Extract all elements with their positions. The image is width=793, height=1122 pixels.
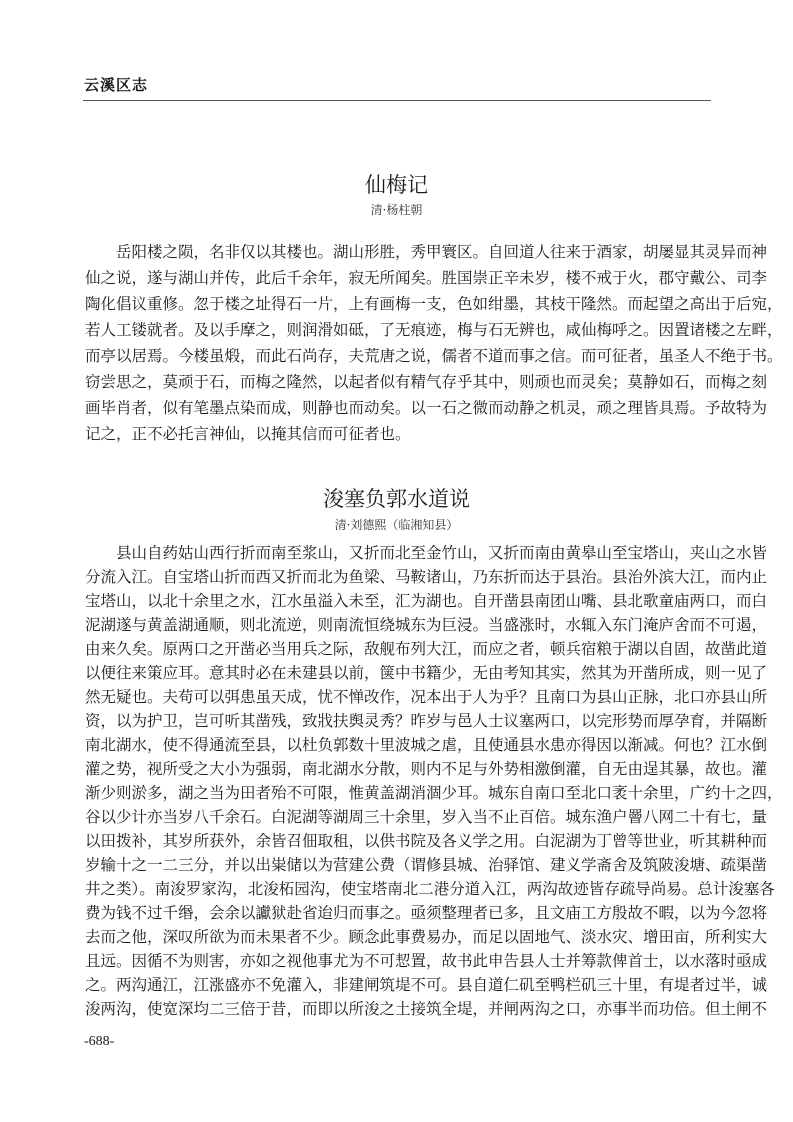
text-line: 泥湖遂与黄盖湖通顺，则北流逆，则南流恒绕城东为巨浸。当盛涨时，水辄入东门淹庐舍而不可遏，	[85, 616, 768, 634]
running-header: 云溪区志	[84, 76, 149, 94]
text-line: 画毕肖者，似有笔墨点染而成，则静也而动矣。以一石之微而动静之机灵，顽之理皆具焉。予故特为	[85, 399, 768, 417]
article-author: 清·刘德熙（临湘知县）	[334, 518, 459, 532]
text-line: 岳阳楼之陨，名非仅以其楼也。湖山形胜，秀甲寰区。自回道人往来于酒家，胡屡显其灵异而神	[85, 243, 768, 261]
text-line: 渐少则淤多，湖之当为田者殆不可限，惟黄盖湖消涸少耳。城东自南口至北口袤十余里，广约十之四，	[85, 784, 783, 802]
article-body	[85, 239, 783, 447]
text-line: 以便往来策应耳。意其时必在未建县以前，箧中书籍少，无由考知其实，然其为开凿所成，则一见了	[85, 664, 768, 682]
text-line: 宝塔山，以北十余里之水，江水虽溢入未至，汇为湖也。自开凿县南团山嘴、县北歌童庙两口，而白	[85, 592, 768, 610]
text-line: 分流入江。自宝塔山折而西又折而北为鱼梁、马鞍诸山，乃东折而达于县治。县治外滨大江，而内止	[85, 568, 768, 586]
text-line: 仙之说，遂与湖山并传，此后千余年，寂无所闻矣。胜国崇正辛未岁，楼不戒于火，郡守戴公、司李	[85, 269, 768, 287]
text-line: 且远。因循不为则害，亦如之视他事尤为不可恝置，故书此申告县人士并筹款俾首士，以水落时亟成	[85, 952, 768, 970]
text-line: 若人工镂就者。及以手摩之，则润滑如砥，了无痕迹，梅与石无辨也，咸仙梅呼之。因置诸楼之左畔，	[85, 321, 783, 339]
page-number: -688-	[84, 1034, 115, 1049]
text-line: 记之，正不必托言神仙，以掩其信而可征者也。	[85, 425, 411, 443]
header-rule	[83, 100, 711, 101]
text-line: 井之类）。南浚罗家沟，北浚柘园沟，使宝塔南北二港分道入江，两沟故迹皆存疏导尚易。总计浚塞各	[85, 880, 775, 898]
text-line: 之。两沟通江，江涨盛亦不免灌入，非建闸筑堤不可。县自道仁矶至鸭栏矶三十里，有堤者过半，诚	[85, 976, 768, 994]
text-line: 陶化倡议重修。忽于楼之址得石一片，上有画梅一支，色如绀墨，其枝干隆然。而起望之高出于后宛，	[85, 295, 783, 313]
article-author: 清·杨柱朝	[370, 203, 423, 217]
text-line: 而亭以居焉。今楼虽煅，而此石尚存，夫荒唐之说，儒者不道而事之信。而可征者，虽圣人不绝于书。	[85, 347, 783, 365]
text-line: 县山自药姑山西行折而南至浆山，又折而北至金竹山，又折而南由黄皋山至宝塔山，夹山之水皆	[85, 544, 768, 562]
text-line: 去而之他，深叹所欲为而未果者不少。顾念此事费易办，而足以固地气、淡水灾、增田亩，所利实大	[85, 928, 768, 946]
text-line: 然无疑也。夫苟可以弭患虽天成，忧不惮改作，况本出于人为乎？且南口为县山正脉，北口亦县山所	[85, 688, 768, 706]
text-line: 谷以少计亦当岁八千余石。白泥湖等湖周三十余里，岁入当不止百倍。城东渔户罾八网二十有七，量	[85, 808, 768, 826]
article-body	[85, 541, 783, 1021]
text-line: 窃尝思之，莫顽于石，而梅之隆然，以起者似有精气存乎其中，则顽也而灵矣；莫静如石，而梅之刻	[85, 373, 768, 391]
text-line: 资，以为护卫，岂可听其凿残，致戕扶舆灵秀？昨岁与邑人士议塞两口，以完形势而厚孕育，并隔断	[85, 712, 768, 730]
text-line: 岁输十之一二三分，并以出粜储以为营建公费（谓修县城、治驿馆、建义学斋舍及筑陂浚塘、疏渠凿	[85, 856, 768, 874]
article-title: 浚塞负郭水道说	[323, 487, 470, 511]
text-line: 由来久矣。原两口之开凿必当用兵之际，敌舰布列大江，而应之者，顿兵宿粮于湖以自固，故凿此道	[85, 640, 768, 658]
text-line: 南北湖水，使不得通流至县，以杜负郭数十里波城之虐，且使通县水患亦得因以渐减。何也？江水倒	[85, 736, 768, 754]
text-line: 浚两沟，使宽深均二三倍于昔，而即以所浚之土接筑全堤，并闸两沟之口，亦事半而功倍。但土闸不	[85, 1000, 768, 1018]
text-line: 以田拨补，其岁所获外，余皆召佃取租，以供书院及各义学之用。白泥湖为丁曾等世业，听其耕种而	[85, 832, 768, 850]
article-title: 仙梅记	[365, 173, 428, 197]
text-line: 灌之势，视所受之大小为强弱，南北湖水分散，则内不足与外势相激倒灌，自无由逞其暴，故也。灌	[85, 760, 768, 778]
text-line: 费为钱不过千缗，会余以讞狱赴省迨归而事之。亟须整理者已多，且文庙工方殷故不暇，以为今忽将	[85, 904, 768, 922]
